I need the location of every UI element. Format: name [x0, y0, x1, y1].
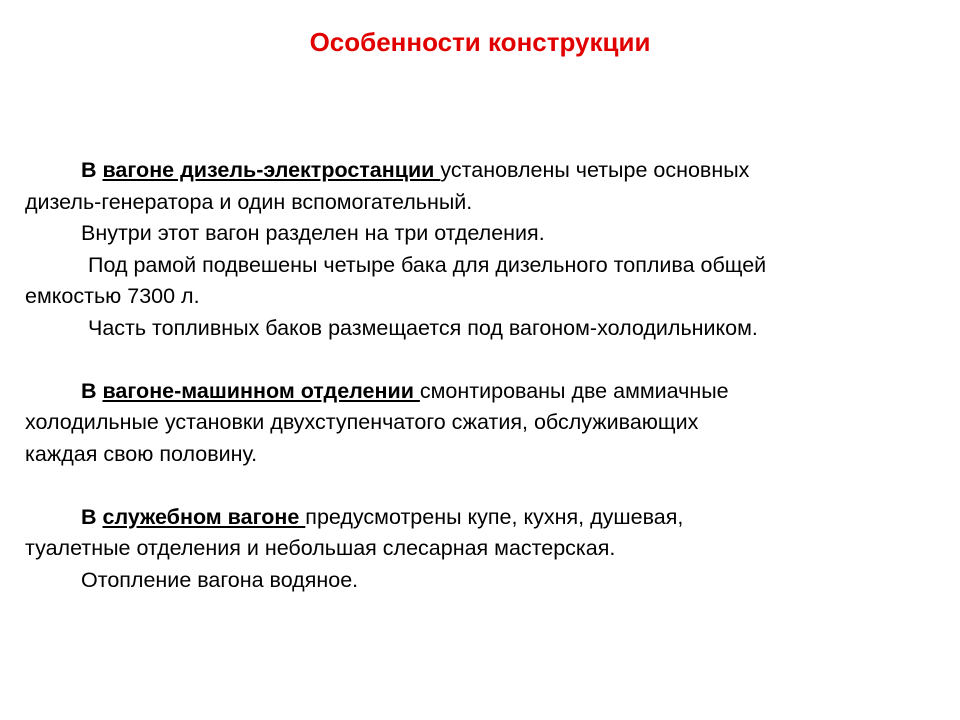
slide-body: [25, 155, 940, 596]
section-3-line-3: Отопление вагона водяное.: [81, 567, 359, 592]
section-1-lead: В: [81, 158, 103, 182]
section-2-line-1-text: смонтированы две аммиачные: [419, 378, 729, 403]
paragraph-spacer: [25, 470, 940, 502]
section-1-line-3: Внутри этот вагон разделен на три отделения.: [81, 221, 545, 245]
section-1-line-5: емкостью 7300 л.: [25, 284, 200, 308]
section-3-lead: В: [81, 504, 103, 529]
section-1-line-1: [25, 155, 940, 187]
section-2-lead: В: [81, 378, 103, 403]
section-1-term: вагоне дизель-электростанции: [102, 158, 441, 182]
section-2-term: вагоне-машинном отделении: [102, 378, 420, 403]
section-1-line-2: дизель-генератора и один вспомогательный.: [25, 189, 473, 214]
section-2-line-3: каждая свою половину.: [25, 441, 258, 466]
section-1-line-1-text: установлены четыре основных: [440, 158, 750, 182]
slide-title: Особенности конструкции: [309, 27, 651, 57]
section-3-term: служебном вагоне: [102, 504, 306, 529]
section-1-line-4: Под рамой подвешены четыре бака для дизельного топлива общей: [88, 252, 767, 277]
section-3-line-1-text: предусмотрены купе, кухня, душевая,: [305, 504, 684, 529]
section-2-line-2: холодильные установки двухступенчатого сжатия, обслуживающих: [25, 410, 699, 434]
paragraph-spacer: [25, 344, 940, 376]
section-2-line-1: [25, 376, 940, 408]
section-3-line-1: [25, 502, 940, 534]
section-1-line-6: Часть топливных баков размещается под вагоном-холодильником.: [88, 315, 758, 340]
section-3-line-2: туалетные отделения и небольшая слесарная мастерская.: [25, 536, 616, 560]
